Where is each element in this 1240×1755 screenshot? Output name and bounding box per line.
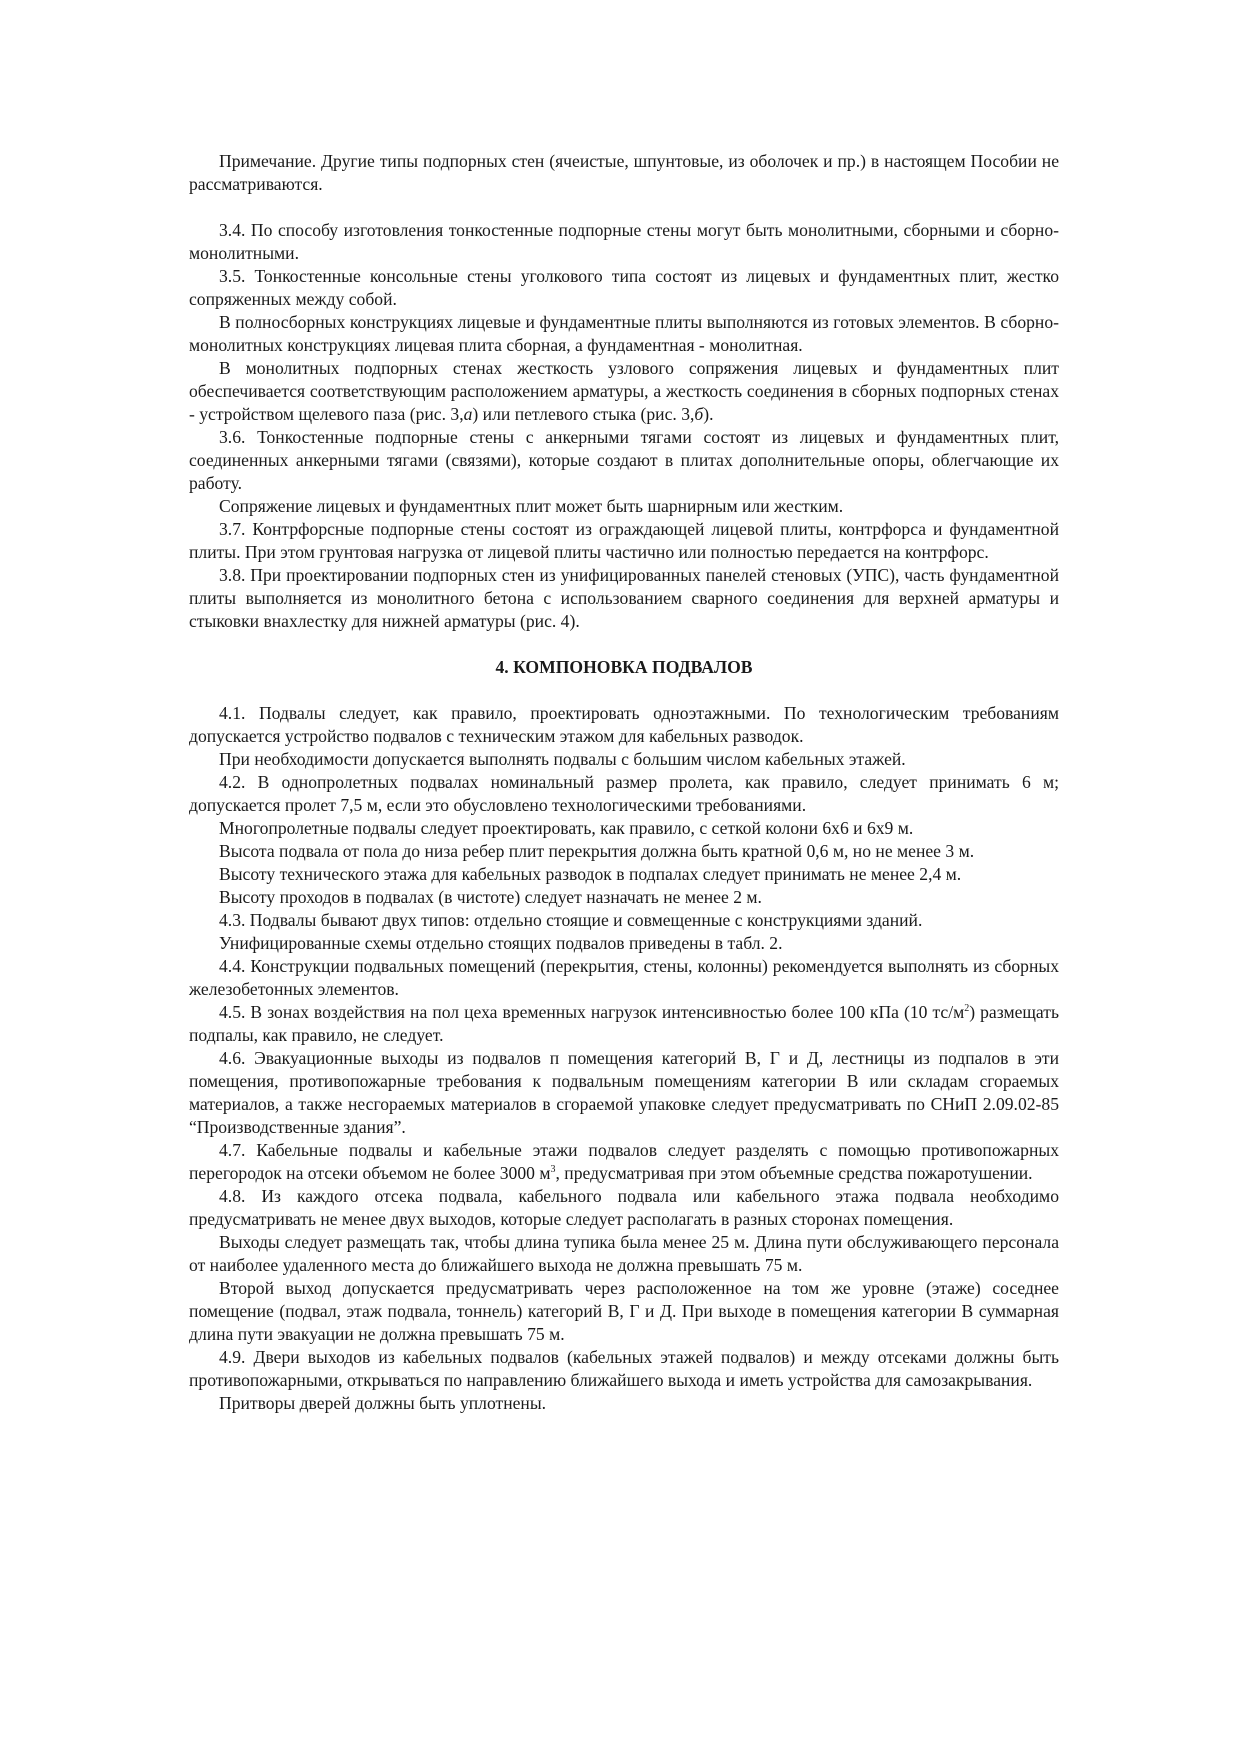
paragraph-3-5: 3.5. Тонкостенные консольные стены уголкового типа состоят из лицевых и фундаментных плит, жестко сопряженных между собой.	[189, 266, 1059, 309]
paragraph-3-8: 3.8. При проектировании подпорных стен из унифицированных панелей стеновых (УПС), часть фундаментной плиты выполняется из монолитного бетона с использованием сварного соединения для верхней арматуры и стыковки внахлестку для нижней арматуры (рис. 4).	[189, 565, 1059, 631]
paragraph-4-3: 4.3. Подвалы бывают двух типов: отдельно стоящие и совмещенные с конструкциями зданий.	[219, 910, 923, 930]
paragraph-exits: Выходы следует размещать так, чтобы длина тупика была менее 25 м. Длина пути обслуживающего персонала от наиболее удаленного места до ближайшего выхода не должна превышать 75 м.	[189, 1232, 1059, 1275]
paragraph-4-9: 4.9. Двери выходов из кабельных подвалов (кабельных этажей подвалов) и между отсеками должны быть противопожарными, открываться по направлению ближайшего выхода и иметь устройства для самозакрывания.	[189, 1347, 1059, 1390]
paragraph-height: Высота подвала от пола до низа ребер плит перекрытия должна быть кратной 0,6 м, но не менее 3 м.	[219, 841, 975, 861]
paragraph-monolith: В монолитных подпорных стенах жесткость узлового сопряжения лицевых и фундаментных плит обеспечивается соответствующим расположением арматуры, а жесткость соединения в сборных подпорных стенах - устройством щелевого паза (рис. 3,а) или петлевого стыка (рис. 3,б).	[189, 358, 1059, 424]
paragraph-4-5: 4.5. В зонах воздействия на пол цеха временных нагрузок интенсивностью более 100 кПа (10 $тс/м^2$) размещать подпалы, как правило, не следует.	[189, 1002, 1059, 1045]
paragraph-hinge: Сопряжение лицевых и фундаментных плит может быть шарнирным или жестким.	[219, 496, 844, 516]
paragraph-passages: Высоту проходов в подвалах (в чистоте) следует назначать не менее 2 м.	[219, 887, 762, 907]
paragraph-door-seals: Притворы дверей должны быть уплотнены.	[219, 1393, 547, 1413]
paragraph-3-7: 3.7. Контрфорсные подпорные стены состоят из ограждающей лицевой плиты, контрфорса и фундаментной плиты. При этом грунтовая нагрузка от лицевой плиты частично или полностью передается на контрфорс.	[189, 519, 1059, 562]
paragraph-second-exit: Второй выход допускается предусматривать через расположенное на том же уровне (этаже) соседнее помещение (подвал, этаж подвала, тоннель) категорий В, Г и Д. При выходе в помещения категории В суммарная длина пути эвакуации не должна превышать 75 м.	[189, 1278, 1059, 1344]
paragraph-prefab: В полносборных конструкциях лицевые и фундаментные плиты выполняются из готовых элементов. В сборно-монолитных конструкциях лицевая плита сборная, а фундаментная - монолитная.	[189, 312, 1059, 355]
document-page	[189, 150, 1059, 1415]
paragraph-multispan: Многопролетные подвалы следует проектировать, как правило, с сеткой колони 6х6 и 6х9 м.	[219, 818, 914, 838]
paragraph-4-2: 4.2. В однопролетных подвалах номинальный размер пролета, как правило, следует принимать 6 м; допускается пролет 7,5 м, если это обусловлено технологическими требованиями.	[189, 772, 1059, 815]
note-paragraph: Примечание. Другие типы подпорных стен (ячеистые, шпунтовые, из оболочек и пр.) в настоящем Пособии не рассматриваются.	[189, 151, 1059, 194]
paragraph-4-7: 4.7. Кабельные подвалы и кабельные этажи подвалов следует разделять с помощью противопожарных перегородок на отсеки объемом не более 3000 $м^3$, предусматривая при этом объемные средства пожаротушении.	[189, 1140, 1059, 1183]
paragraph-4-8: 4.8. Из каждого отсека подвала, кабельного подвала или кабельного этажа подвала необходимо предусматривать не менее двух выходов, которые следует располагать в разных сторонах помещения.	[189, 1186, 1059, 1229]
paragraph-4-4: 4.4. Конструкции подвальных помещений (перекрытия, стены, колонны) рекомендуется выполнять из сборных железобетонных элементов.	[189, 956, 1059, 999]
paragraph-4-1: 4.1. Подвалы следует, как правило, проектировать одноэтажными. По технологическим требованиям допускается устройство подвалов с техническим этажом для кабельных разводок.	[189, 703, 1059, 746]
paragraph-schemes: Унифицированные схемы отдельно стоящих подвалов приведены в табл. 2.	[219, 933, 783, 953]
paragraph-3-4: 3.4. По способу изготовления тонкостенные подпорные стены могут быть монолитными, сборными и сборно-монолитными.	[189, 220, 1059, 263]
paragraph-4-6: 4.6. Эвакуационные выходы из подвалов п помещения категорий В, Г и Д, лестницы из подпалов в эти помещения, противопожарные требования к подвальным помещениям категории В или складам сгораемых материалов, а также несгораемых материалов в сгораемой упаковке следует предусматривать по СНиП 2.09.02-85 “Производственные здания”.	[189, 1048, 1059, 1137]
paragraph-cable-floors: При необходимости допускается выполнять подвалы с большим числом кабельных этажей.	[219, 749, 906, 769]
paragraph-3-6: 3.6. Тонкостенные подпорные стены с анкерными тягами состоят из лицевых и фундаментных плит, соединенных анкерными тягами (связями), которые создают в плитах дополнительные опоры, облегчающие их работу.	[189, 427, 1059, 493]
paragraph-tech-floor: Высоту технического этажа для кабельных разводок в подпалах следует принимать не менее 2,4 м.	[219, 864, 962, 884]
section-heading-4: 4. КОМПОНОВКА ПОДВАЛОВ	[495, 657, 753, 677]
